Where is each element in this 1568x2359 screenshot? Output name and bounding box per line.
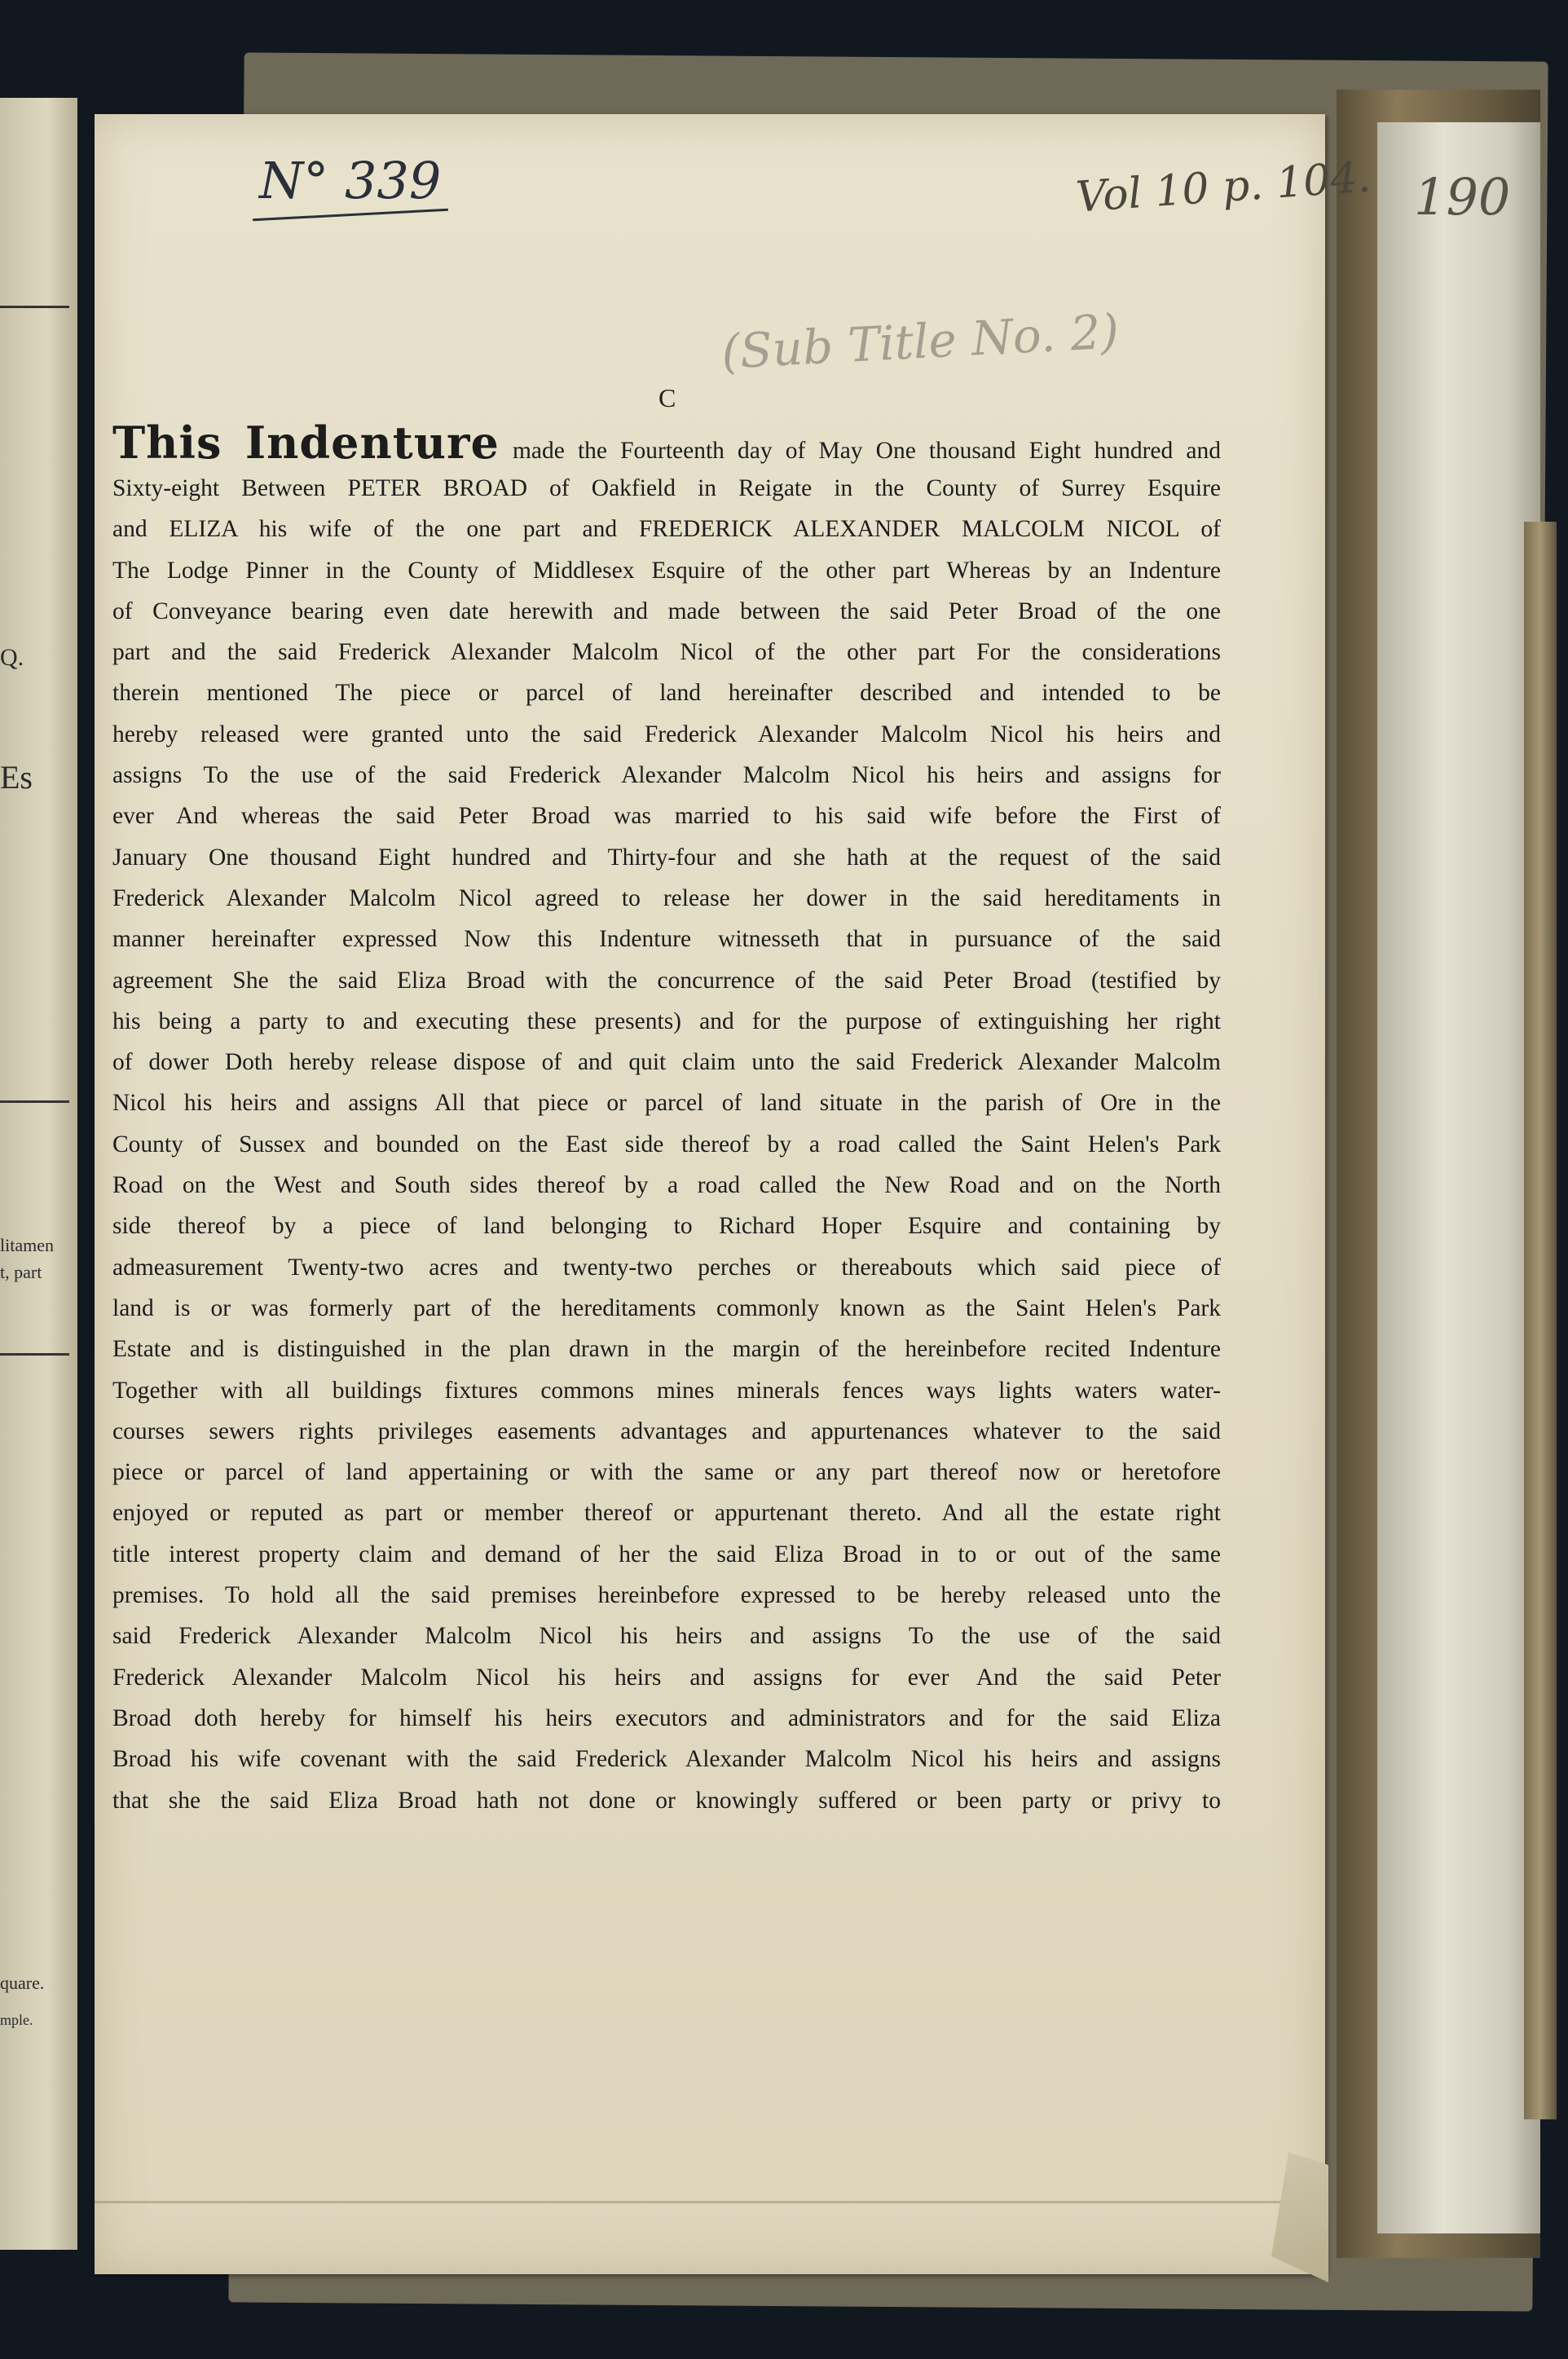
text-line: side thereof by a piece of land belonging to Richard Hoper Esquire and containing by bbox=[112, 1213, 1221, 1240]
letter-mark: C bbox=[658, 383, 676, 412]
text-line: said Frederick Alexander Malcolm Nicol his heirs and assigns To the use of the said bbox=[112, 1623, 1221, 1650]
text-line: hereby released were granted unto the said Frederick Alexander Malcolm Nicol his heirs and bbox=[112, 721, 1221, 747]
left-rule-3 bbox=[0, 1353, 69, 1356]
page-fold-line bbox=[95, 2201, 1325, 2203]
text-line: therein mentioned The piece or parcel of land hereinafter described and intended to be bbox=[112, 680, 1221, 707]
text-line: land is or was formerly part of the hereditaments commonly known as the Saint Helen's Park bbox=[112, 1294, 1221, 1321]
left-rule-1 bbox=[0, 306, 69, 308]
text-line: that she the said Eliza Broad hath not done or knowingly suffered or been party or privy to bbox=[112, 1787, 1221, 1814]
paper-stack-white-sheet bbox=[1377, 122, 1540, 2233]
text-line: admeasurement Twenty-two acres and twenty-two perches or thereabouts which said piece of bbox=[112, 1254, 1221, 1281]
indenture-text bbox=[112, 417, 1221, 1821]
left-fragment-part: t, part bbox=[0, 1262, 42, 1282]
text-line: enjoyed or reputed as part or member thereof or appurtenant thereto. And all the estate right bbox=[112, 1500, 1221, 1527]
text-line: Road on the West and South sides thereof by a road called the New Road and on the North bbox=[112, 1172, 1221, 1199]
text-line: The Lodge Pinner in the County of Middlesex Esquire of the other part Whereas by an Indenture bbox=[112, 557, 1221, 584]
text-line: of Conveyance bearing even date herewith and made between the said Peter Broad of the one bbox=[112, 597, 1221, 624]
left-fragment-quare: quare. bbox=[0, 1973, 45, 1993]
left-fragment-mple: mple. bbox=[0, 2012, 33, 2028]
text-line: piece or parcel of land appertaining or with the same or any part thereof now or heretofore bbox=[112, 1459, 1221, 1486]
text-line: Together with all buildings fixtures commons mines minerals fences ways lights waters water- bbox=[112, 1377, 1221, 1404]
text-line-heading bbox=[112, 417, 1221, 468]
text-line: Frederick Alexander Malcolm Nicol his heirs and assigns for ever And the said Peter bbox=[112, 1664, 1221, 1691]
text-line: part and the said Frederick Alexander Malcolm Nicol of the other part For the considerations bbox=[112, 639, 1221, 666]
text-line: Frederick Alexander Malcolm Nicol agreed to release her dower in the said hereditaments in bbox=[112, 884, 1221, 911]
text-line: Broad doth hereby for himself his heirs executors and administrators and for the said Eliza bbox=[112, 1704, 1221, 1731]
left-fragment-litamen: litamen bbox=[0, 1235, 54, 1255]
right-edge-annotation: 190 bbox=[1414, 167, 1511, 227]
text-line: courses sewers rights privileges easements advantages and appurtenances whatever to the said bbox=[112, 1418, 1221, 1444]
text-line: Nicol his heirs and assigns All that piece or parcel of land situate in the parish of Ore in the bbox=[112, 1090, 1221, 1117]
text-line: January One thousand Eight hundred and Thirty-four and she hath at the request of the said bbox=[112, 844, 1221, 871]
indenture-heading: This Indenture bbox=[112, 417, 500, 469]
text-line: made the Fourteenth day of May One thousand Eight hundred and bbox=[512, 438, 1221, 464]
left-fragment-q: Q. bbox=[0, 644, 24, 671]
text-line: Sixty-eight Between PETER BROAD of Oakfield in Reigate in the County of Surrey Esquire bbox=[112, 475, 1221, 501]
text-line: and ELIZA his wife of the one part and FREDERICK ALEXANDER MALCOLM NICOL of bbox=[112, 516, 1221, 543]
text-line: Broad his wife covenant with the said Frederick Alexander Malcolm Nicol his heirs and assigns bbox=[112, 1746, 1221, 1773]
left-rule-2 bbox=[0, 1100, 69, 1103]
volume-reference-annotation: Vol 10 p. 104. bbox=[1074, 152, 1372, 223]
text-line: assigns To the use of the said Frederick Alexander Malcolm Nicol his heirs and assigns for bbox=[112, 762, 1221, 789]
text-line: premises. To hold all the said premises hereinbefore expressed to be hereby released unto the bbox=[112, 1582, 1221, 1609]
text-line: ever And whereas the said Peter Broad was married to his said wife before the First of bbox=[112, 803, 1221, 830]
previous-page-edge bbox=[0, 98, 77, 2250]
text-line: manner hereinafter expressed Now this Indenture witnesseth that in pursuance of the said bbox=[112, 926, 1221, 953]
document-number-annotation: N° 339 bbox=[259, 151, 442, 210]
sub-title-annotation: (Sub Title No. 2) bbox=[720, 303, 1121, 380]
paper-stack-right-edge bbox=[1524, 522, 1557, 2119]
text-line: County of Sussex and bounded on the East side thereof by a road called the Saint Helen's Park bbox=[112, 1131, 1221, 1157]
text-line: of dower Doth hereby release dispose of and quit claim unto the said Frederick Alexander Malcolm bbox=[112, 1049, 1221, 1076]
text-line: agreement She the said Eliza Broad with the concurrence of the said Peter Broad (testified by bbox=[112, 967, 1221, 994]
left-fragment-es: Es bbox=[0, 759, 33, 796]
text-line: title interest property claim and demand of her the said Eliza Broad in to or out of the same bbox=[112, 1541, 1221, 1568]
text-line: his being a party to and executing these presents) and for the purpose of extinguishing her right bbox=[112, 1008, 1221, 1034]
text-line: Estate and is distinguished in the plan drawn in the margin of the hereinbefore recited Indenture bbox=[112, 1336, 1221, 1363]
